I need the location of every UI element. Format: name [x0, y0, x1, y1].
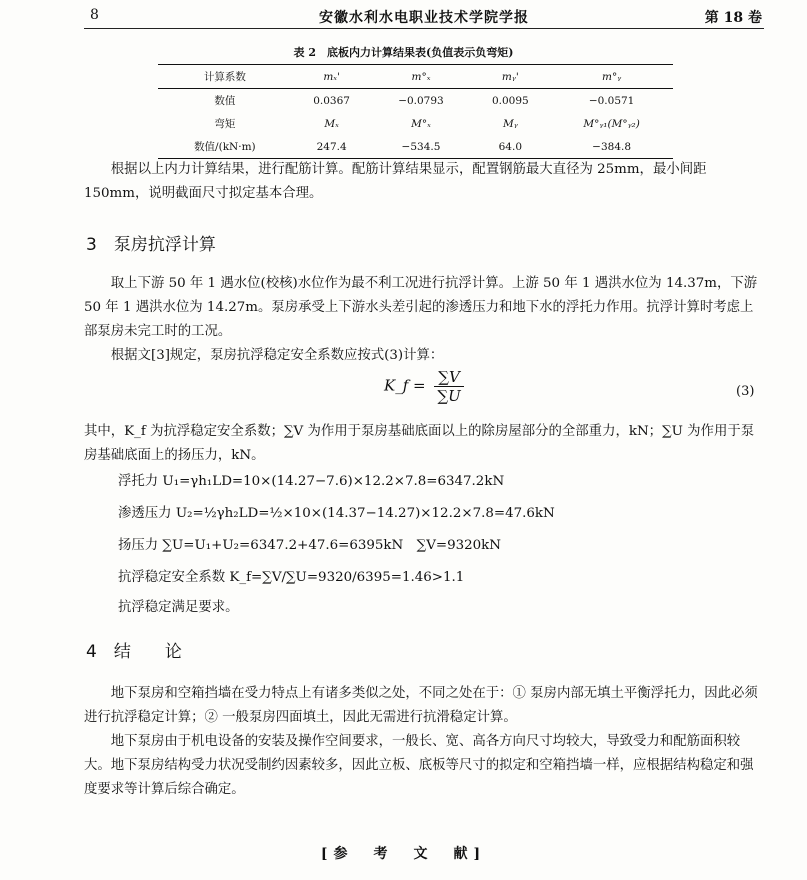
table-header-cell: m°ᵧ — [602, 70, 622, 83]
references-heading: [参 考 文 献] — [320, 846, 487, 862]
table-cell: 0.0095 — [491, 94, 529, 107]
table-row — [158, 112, 673, 135]
table-cell: −0.0793 — [398, 94, 444, 107]
calc-line: 浮托力 U₁=γh₁LD=10×(14.27−7.6)×12.2×7.8=6347.2kN — [118, 474, 505, 489]
table-cell: −0.0571 — [588, 94, 635, 107]
equation-numerator: ∑V — [434, 368, 463, 387]
equation-number: (3) — [736, 384, 755, 399]
calc-line: 扬压力 ∑U=U₁+U₂=6347.2+47.6=6395kN ∑V=9320kN — [118, 538, 502, 553]
page-number: 8 — [90, 7, 99, 23]
table-cell: 数值 — [214, 95, 236, 107]
results-table — [158, 64, 673, 159]
volume-label: 第 18 卷 — [704, 10, 762, 26]
table-cell: −384.8 — [592, 140, 632, 153]
table-cell: 64.0 — [498, 140, 523, 153]
body-paragraph: 地下泵房和空箱挡墙在受力特点上有诸多类似之处，不同之处在于：① 泵房内部无填土平衡浮托力，因此必须进行抗浮稳定计算；② 一般泵房四面填土，因此无需进行抗滑稳定计算。 — [84, 686, 758, 725]
equation — [384, 368, 464, 405]
table-header-cell: m°ₓ — [411, 70, 431, 83]
table-cell: 弯矩 — [214, 118, 236, 130]
body-paragraph: 其中，K_f 为抗浮稳定安全系数；∑V 为作用于泵房基础底面以上的除房屋部分的全部重力，kN；∑U 为作用于泵房基础底面上的扬压力，kN。 — [84, 424, 755, 463]
table-cell: M°ᵧ₁(M°ᵧ₂) — [583, 117, 640, 130]
section-heading: 3 泵房抗浮计算 — [86, 235, 216, 255]
table-header-row — [158, 65, 673, 89]
calc-line: 抗浮稳定安全系数 K_f=∑V/∑U=9320/6395=1.46>1.1 — [118, 570, 465, 585]
equation-fraction — [434, 368, 463, 405]
table-cell: 数值/(kN·m) — [194, 141, 256, 153]
table-cell: Mᵧ — [502, 117, 518, 130]
running-header — [84, 4, 764, 29]
equation-denominator: ∑U — [437, 387, 461, 405]
table-header-cell: 计算系数 — [203, 71, 246, 83]
table-row — [158, 89, 673, 113]
journal-title: 安徽水利水电职业技术学院学报 — [319, 10, 529, 26]
table-cell: 0.0367 — [313, 94, 350, 107]
table-cell: M°ₓ — [411, 117, 431, 130]
body-paragraph: 根据以上内力计算结果，进行配筋计算。配筋计算结果显示，配置钢筋最大直径为 25mm，最小间距 150mm，说明截面尺寸拟定基本合理。 — [84, 162, 707, 201]
table-row — [158, 135, 673, 159]
section-heading: 4 结 论 — [86, 642, 182, 662]
body-paragraph: 地下泵房由于机电设备的安装及操作空间要求，一般长、宽、高各方向尺寸均较大，导致受力和配筋面积较大。地下泵房结构受力状况受制约因素较多，因此立板、底板等尺寸的拟定和空箱挡墙一样，应根据结构稳定和强度要求等计算后综合确定。 — [84, 734, 754, 797]
table-header-cell: mᵧ' — [501, 70, 519, 83]
body-paragraph: 取上下游 50 年 1 遇水位(校核)水位作为最不利工况进行抗浮计算。上游 50 年 1 遇洪水位为 14.37m，下游 50 年 1 遇洪水位为 14.27m。泵房承受上下游水头差引起的渗透压力和地下水的浮托力作用。抗浮计算时考虑上部泵房未完工时的工况。 — [84, 276, 758, 339]
table-cell: Mₓ — [324, 117, 339, 130]
calc-line: 渗透压力 U₂=½γh₂LD=½×10×(14.37−14.27)×12.2×7.8=47.6kN — [118, 506, 555, 521]
table-caption: 表 2 底板内力计算结果表(负值表示负弯矩) — [293, 46, 514, 59]
equation-lhs: K_f = — [384, 376, 426, 395]
calc-line: 抗浮稳定满足要求。 — [118, 600, 239, 615]
table-header-cell: mₓ' — [323, 70, 340, 83]
table-cell: 247.4 — [316, 140, 347, 153]
table-cell: −534.5 — [401, 140, 441, 153]
body-paragraph: 根据文[3]规定，泵房抗浮稳定安全系数应按式(3)计算： — [110, 348, 444, 363]
